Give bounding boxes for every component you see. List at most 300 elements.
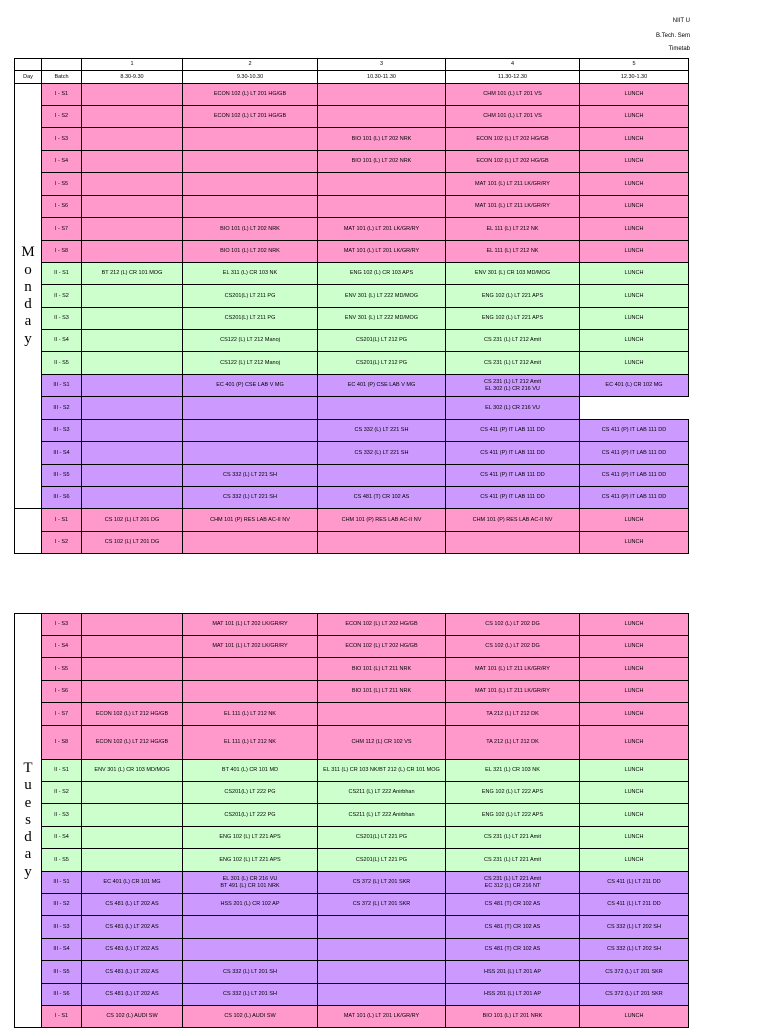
header-line-timetable: Timetab <box>668 46 690 52</box>
period-cell: CS 332 (L) LT 221 SH <box>318 442 446 465</box>
period-cell: CS 332 (L) LT 221 SH <box>318 420 446 442</box>
period-cell <box>82 782 183 804</box>
table-row <box>15 509 689 532</box>
period-cell: LUNCH <box>580 196 689 218</box>
period-cell <box>82 420 183 442</box>
period-cell <box>82 173 183 196</box>
batch-label: I - S4 <box>42 636 82 658</box>
period-cell: CS 332 (L) LT 202 SH <box>580 939 689 961</box>
batch-label: I - S2 <box>42 532 82 554</box>
period-cell <box>82 285 183 308</box>
period-cell: CS 332 (L) LT 201 SH <box>183 984 318 1006</box>
batch-label: II - S3 <box>42 804 82 827</box>
table-row <box>15 703 689 726</box>
period-cell: ENG 102 (L) LT 222 APS <box>446 782 580 804</box>
period-cell: EL 111 (L) LT 212 NK <box>446 218 580 241</box>
table-row <box>15 827 689 849</box>
table-row <box>15 84 689 106</box>
period-cell: EL 321 (L) CR 103 NK <box>446 760 580 782</box>
period-cell <box>318 106 446 128</box>
table-row <box>15 128 689 151</box>
batch-label: II - S2 <box>42 285 82 308</box>
period-cell: TA 212 (L) LT 212 DK <box>446 726 580 760</box>
period-cell: BIO 101 (L) LT 202 NRK <box>183 218 318 241</box>
period-cell: LUNCH <box>580 263 689 285</box>
table-row <box>15 218 689 241</box>
period-cell: CHM 112 (L) CR 102 VS <box>318 726 446 760</box>
period-cell <box>318 939 446 961</box>
period-cell: CS 231 (L) LT 212 Amit <box>446 352 580 375</box>
table-row <box>15 375 689 397</box>
period-cell <box>82 658 183 681</box>
batch-label: I - S8 <box>42 726 82 760</box>
period-cell: CS201(L) LT 211 PG <box>183 285 318 308</box>
period-cell: BIO 101 (L) LT 211 NRK <box>318 658 446 681</box>
period-cell <box>82 196 183 218</box>
period-number: 4 <box>446 59 580 71</box>
day-letter: n <box>24 278 32 295</box>
period-cell: CS 231 (L) LT 221 Amit EC 312 (L) CR 216 NT <box>446 872 580 894</box>
period-cell: CS122 (L) LT 212 Manoj <box>183 330 318 352</box>
period-cell: CS201(L) LT 221 PG <box>318 849 446 872</box>
period-cell: MAT 101 (L) LT 201 LK/GR/RY <box>318 218 446 241</box>
batch-label: III - S6 <box>42 984 82 1006</box>
period-cell <box>318 397 446 420</box>
column-header: Day <box>15 71 42 84</box>
period-cell: CS 332 (L) LT 221 SH <box>183 487 318 509</box>
period-cell <box>82 106 183 128</box>
period-cell: CS 102 (L) LT 201 DG <box>82 532 183 554</box>
batch-label: II - S2 <box>42 782 82 804</box>
period-cell: CHM 101 (L) LT 201 VS <box>446 84 580 106</box>
period-cell: EC 401 (P) CSE LAB V MG <box>318 375 446 397</box>
period-number <box>42 59 82 71</box>
period-cell: MAT 101 (L) LT 211 LK/GR/RY <box>446 173 580 196</box>
period-cell <box>82 487 183 509</box>
table-row <box>15 330 689 352</box>
table-row <box>15 285 689 308</box>
period-cell <box>183 939 318 961</box>
period-cell <box>82 397 183 420</box>
period-cell: CHM 101 (P) RES LAB AC-II NV <box>318 509 446 532</box>
table-row <box>15 352 689 375</box>
period-cell <box>183 196 318 218</box>
day-letter: y <box>24 863 32 880</box>
batch-label: I - S4 <box>42 151 82 173</box>
period-cell <box>82 849 183 872</box>
batch-label: I - S1 <box>42 509 82 532</box>
period-cell: CS201(L) LT 222 PG <box>183 804 318 827</box>
period-cell: ECON 102 (L) LT 202 HG/GB <box>446 151 580 173</box>
period-cell: LUNCH <box>580 703 689 726</box>
period-cell <box>318 196 446 218</box>
batch-label: III - S3 <box>42 420 82 442</box>
period-cell: LUNCH <box>580 128 689 151</box>
period-cell <box>82 151 183 173</box>
period-cell: LUNCH <box>580 151 689 173</box>
timetable-monday <box>14 58 689 554</box>
day-label-blank <box>15 509 42 554</box>
period-cell: LUNCH <box>580 308 689 330</box>
period-cell: CS 231 (L) LT 212 Amit <box>446 330 580 352</box>
period-cell: CS 411 (P) IT LAB 111 DD <box>580 442 689 465</box>
batch-label: I - S3 <box>42 614 82 636</box>
period-cell: LUNCH <box>580 330 689 352</box>
period-cell <box>580 397 689 420</box>
table-row <box>15 782 689 804</box>
period-cell <box>183 397 318 420</box>
period-cell: LUNCH <box>580 636 689 658</box>
column-header: 9.30-10.30 <box>183 71 318 84</box>
column-header-row <box>15 71 689 84</box>
period-cell <box>183 532 318 554</box>
table-row <box>15 961 689 984</box>
batch-label: I - S7 <box>42 703 82 726</box>
table-row <box>15 442 689 465</box>
period-cell <box>82 241 183 263</box>
period-cell: CHM 101 (P) RES LAB AC-II NV <box>446 509 580 532</box>
period-cell <box>318 173 446 196</box>
batch-label: III - S4 <box>42 442 82 465</box>
table-row <box>15 894 689 916</box>
period-cell: BIO 101 (L) LT 201 NRK <box>446 1006 580 1028</box>
batch-label: I - S6 <box>42 196 82 218</box>
table-row <box>15 173 689 196</box>
period-cell: HSS 201 (L) CR 102 AP <box>183 894 318 916</box>
batch-label: I - S1 <box>42 1006 82 1028</box>
period-cell: MAT 101 (L) LT 201 LK/GR/RY <box>318 1006 446 1028</box>
period-cell: CS 411 (L) LT 211 DD <box>580 872 689 894</box>
period-cell <box>82 330 183 352</box>
day-letter: a <box>24 846 32 863</box>
batch-label: III - S1 <box>42 872 82 894</box>
table-row <box>15 658 689 681</box>
period-cell: ECON 102 (L) LT 202 HG/GB <box>318 614 446 636</box>
table-row <box>15 308 689 330</box>
period-cell: CS 411 (P) IT LAB 111 DD <box>446 420 580 442</box>
period-cell: ENG 102 (L) LT 221 APS <box>183 849 318 872</box>
period-cell: CS 102 (L) LT 201 DG <box>82 509 183 532</box>
table-row <box>15 726 689 760</box>
period-cell: ENV 301 (L) CR 103 MD/MOG <box>82 760 183 782</box>
period-cell: EL 111 (L) LT 212 NK <box>183 726 318 760</box>
day-label-monday <box>15 84 42 509</box>
page-gap <box>0 558 768 612</box>
table-row <box>15 106 689 128</box>
table-row <box>15 916 689 939</box>
batch-label: III - S1 <box>42 375 82 397</box>
period-cell: LUNCH <box>580 681 689 703</box>
period-cell: TA 212 (L) LT 212 DK <box>446 703 580 726</box>
table-row <box>15 939 689 961</box>
table-row <box>15 241 689 263</box>
timetable-tuesday <box>14 613 689 1028</box>
day-letter: y <box>24 330 32 347</box>
header-line-program: B.Tech. Sem <box>655 33 690 39</box>
period-cell: LUNCH <box>580 509 689 532</box>
period-cell: ECON 102 (L) LT 202 HG/GB <box>446 128 580 151</box>
table-row <box>15 196 689 218</box>
period-cell: BT 401 (L) CR 101 MD <box>183 760 318 782</box>
day-letter: o <box>24 261 32 278</box>
period-cell: CS 102 (L) LT 202 DG <box>446 614 580 636</box>
period-cell: ENG 102 (L) LT 221 APS <box>446 308 580 330</box>
period-cell: MAT 101 (L) LT 202 LK/GR/RY <box>183 614 318 636</box>
table-row <box>15 872 689 894</box>
period-cell: BT 212 (L) CR 101 MOG <box>82 263 183 285</box>
period-number: 5 <box>580 59 689 71</box>
period-cell: CS 411 (L) LT 211 DD <box>580 894 689 916</box>
period-cell: LUNCH <box>580 782 689 804</box>
period-cell <box>82 442 183 465</box>
period-cell: CHM 101 (P) RES LAB AC-II NV <box>183 509 318 532</box>
period-cell: CS 411 (P) IT LAB 111 DD <box>446 442 580 465</box>
table-row <box>15 681 689 703</box>
day-letter: d <box>24 829 32 846</box>
period-cell: CS 411 (P) IT LAB 111 DD <box>446 487 580 509</box>
period-cell: BIO 101 (L) LT 202 NRK <box>318 128 446 151</box>
period-cell: MAT 101 (L) LT 211 LK/GR/RY <box>446 196 580 218</box>
period-cell: LUNCH <box>580 726 689 760</box>
column-header: 11.30-12.30 <box>446 71 580 84</box>
period-cell: HSS 201 (L) LT 201 AP <box>446 984 580 1006</box>
period-cell: LUNCH <box>580 106 689 128</box>
period-cell: CS 411 (P) IT LAB 111 DD <box>446 465 580 487</box>
period-cell: ENV 301 (L) CR 103 MD/MOG <box>446 263 580 285</box>
batch-label: I - S3 <box>42 128 82 151</box>
period-cell: CS 332 (L) LT 221 SH <box>183 465 318 487</box>
period-cell <box>183 681 318 703</box>
period-cell <box>82 465 183 487</box>
header-line-institution: NIIT U <box>672 18 690 24</box>
period-cell: ENG 102 (L) CR 103 APS <box>318 263 446 285</box>
period-cell: MAT 101 (L) LT 211 LK/GR/RY <box>446 658 580 681</box>
period-cell: ENG 102 (L) LT 221 APS <box>183 827 318 849</box>
period-cell: CS 231 (L) LT 221 Amit <box>446 827 580 849</box>
period-cell: CS 372 (L) LT 201 SKR <box>318 894 446 916</box>
table-row <box>15 532 689 554</box>
period-cell: MAT 101 (L) LT 202 LK/GR/RY <box>183 636 318 658</box>
period-cell: CS 481 (T) CR 102 AS <box>446 894 580 916</box>
period-cell: CS201(L) LT 221 PG <box>318 827 446 849</box>
table-row <box>15 487 689 509</box>
day-letter: d <box>24 296 32 312</box>
period-cell: ENG 102 (L) LT 222 APS <box>446 804 580 827</box>
period-cell: CS 332 (L) LT 201 SH <box>183 961 318 984</box>
period-cell: LUNCH <box>580 760 689 782</box>
period-cell: CS 481 (L) LT 202 AS <box>82 984 183 1006</box>
period-cell <box>82 827 183 849</box>
period-cell: LUNCH <box>580 532 689 554</box>
table-row <box>15 760 689 782</box>
table-row <box>15 397 689 420</box>
period-cell: EL 311 (L) CR 103 NK <box>183 263 318 285</box>
batch-label: III - S5 <box>42 465 82 487</box>
day-letter: e <box>24 794 32 811</box>
period-cell: LUNCH <box>580 804 689 827</box>
period-cell: MAT 101 (L) LT 211 LK/GR/RY <box>446 681 580 703</box>
batch-label: I - S7 <box>42 218 82 241</box>
period-cell: MAT 101 (L) LT 201 LK/GR/RY <box>318 241 446 263</box>
period-cell: CS 102 (L) AUDI SW <box>82 1006 183 1028</box>
batch-label: II - S3 <box>42 308 82 330</box>
period-cell: CHM 101 (L) LT 201 VS <box>446 106 580 128</box>
batch-label: II - S4 <box>42 827 82 849</box>
period-cell: CS201(L) LT 211 PG <box>183 308 318 330</box>
period-cell: CS 231 (L) LT 212 Amit EL 302 (L) CR 216 VU <box>446 375 580 397</box>
period-cell: CS 411 (P) IT LAB 111 DD <box>580 420 689 442</box>
batch-label: II - S5 <box>42 352 82 375</box>
period-cell: CS 481 (L) LT 202 AS <box>82 916 183 939</box>
period-cell <box>82 681 183 703</box>
period-number: 1 <box>82 59 183 71</box>
batch-label: II - S5 <box>42 849 82 872</box>
period-cell: CS 411 (P) IT LAB 111 DD <box>580 465 689 487</box>
batch-label: I - S2 <box>42 106 82 128</box>
period-cell: BIO 101 (L) LT 211 NRK <box>318 681 446 703</box>
batch-label: I - S5 <box>42 173 82 196</box>
period-cell <box>446 532 580 554</box>
day-label-tuesday <box>15 614 42 1028</box>
period-cell <box>183 658 318 681</box>
period-cell: LUNCH <box>580 849 689 872</box>
period-cell: CS 481 (L) LT 202 AS <box>82 961 183 984</box>
period-cell: LUNCH <box>580 241 689 263</box>
column-header: 12.30-1.30 <box>580 71 689 84</box>
period-cell: CS 231 (L) LT 221 Amit <box>446 849 580 872</box>
period-cell: CS 372 (L) LT 201 SKR <box>580 984 689 1006</box>
period-number-row <box>15 59 689 71</box>
period-cell <box>82 84 183 106</box>
period-cell <box>82 804 183 827</box>
period-cell: LUNCH <box>580 658 689 681</box>
period-cell: ECON 102 (L) LT 201 HG/GB <box>183 84 318 106</box>
column-header: 10.30-11.30 <box>318 71 446 84</box>
period-cell <box>82 308 183 330</box>
batch-label: III - S4 <box>42 939 82 961</box>
column-header: Batch <box>42 71 82 84</box>
day-letter: u <box>24 777 32 794</box>
period-cell: EL 301 (L) CR 216 VU BT 491 (L) CR 101 NRK <box>183 872 318 894</box>
batch-label: III - S2 <box>42 397 82 420</box>
period-cell <box>183 173 318 196</box>
period-cell: CS 372 (L) LT 201 SKR <box>318 872 446 894</box>
period-cell: LUNCH <box>580 218 689 241</box>
period-cell <box>82 128 183 151</box>
period-cell <box>183 442 318 465</box>
batch-label: III - S6 <box>42 487 82 509</box>
table-row <box>15 849 689 872</box>
period-cell: LUNCH <box>580 614 689 636</box>
period-cell <box>82 636 183 658</box>
period-cell: EL 311 (L) CR 103 NK/BT 212 (L) CR 101 MOG <box>318 760 446 782</box>
table-row <box>15 151 689 173</box>
period-cell <box>318 532 446 554</box>
period-cell: CS201(L) LT 212 PG <box>318 330 446 352</box>
period-cell: CS 332 (L) LT 202 SH <box>580 916 689 939</box>
period-cell: LUNCH <box>580 285 689 308</box>
period-cell: CS 481 (T) CR 102 AS <box>318 487 446 509</box>
day-letter: T <box>23 760 33 777</box>
day-letter: M <box>21 244 35 261</box>
period-cell: ENV 301 (L) LT 222 MD/MOG <box>318 308 446 330</box>
period-cell: EC 401 (P) CSE LAB V MG <box>183 375 318 397</box>
period-cell: CS122 (L) LT 212 Manoj <box>183 352 318 375</box>
day-letter: a <box>24 313 32 330</box>
batch-label: I - S6 <box>42 681 82 703</box>
period-cell: CS211 (L) LT 222 Anirbhan <box>318 804 446 827</box>
period-cell: CS 372 (L) LT 201 SKR <box>580 961 689 984</box>
period-cell <box>318 703 446 726</box>
period-cell <box>318 465 446 487</box>
period-cell: ENV 301 (L) LT 222 MD/MOG <box>318 285 446 308</box>
period-cell: EL 302 (L) CR 216 VU <box>446 397 580 420</box>
table-row <box>15 420 689 442</box>
period-cell: EC 401 (L) CR 101 MG <box>82 872 183 894</box>
period-cell <box>318 84 446 106</box>
period-cell: CS 481 (T) CR 102 AS <box>446 916 580 939</box>
period-cell: LUNCH <box>580 173 689 196</box>
period-cell: CS 102 (L) LT 202 DG <box>446 636 580 658</box>
period-cell <box>183 420 318 442</box>
period-cell: CS211 (L) LT 222 Anirbhan <box>318 782 446 804</box>
batch-label: I - S5 <box>42 658 82 681</box>
period-cell <box>82 218 183 241</box>
period-cell <box>183 128 318 151</box>
table-row <box>15 636 689 658</box>
batch-label: I - S1 <box>42 84 82 106</box>
day-letter: s <box>25 811 31 828</box>
period-cell: EC 401 (L) CR 102 MG <box>580 375 689 397</box>
period-cell: CS 102 (L) AUDI SW <box>183 1006 318 1028</box>
period-cell: CS 481 (L) LT 202 AS <box>82 939 183 961</box>
period-cell <box>82 375 183 397</box>
period-cell: LUNCH <box>580 84 689 106</box>
period-cell: LUNCH <box>580 827 689 849</box>
batch-label: II - S1 <box>42 263 82 285</box>
batch-label: II - S4 <box>42 330 82 352</box>
period-cell: BIO 101 (L) LT 202 NRK <box>183 241 318 263</box>
column-header: 8.30-9.30 <box>82 71 183 84</box>
period-cell <box>82 352 183 375</box>
table-row <box>15 1006 689 1028</box>
period-cell: EL 111 (L) LT 212 NK <box>183 703 318 726</box>
batch-label: I - S8 <box>42 241 82 263</box>
table-row <box>15 804 689 827</box>
batch-label: II - S1 <box>42 760 82 782</box>
table-row <box>15 465 689 487</box>
period-cell: ECON 102 (L) LT 212 HG/GB <box>82 726 183 760</box>
table-row <box>15 263 689 285</box>
period-cell: ECON 102 (L) LT 201 HG/GB <box>183 106 318 128</box>
period-cell: HSS 201 (L) LT 201 AP <box>446 961 580 984</box>
period-cell <box>82 614 183 636</box>
period-cell: LUNCH <box>580 352 689 375</box>
period-cell: LUNCH <box>580 1006 689 1028</box>
period-cell: CS201(L) LT 212 PG <box>318 352 446 375</box>
batch-label: III - S3 <box>42 916 82 939</box>
period-cell: CS 411 (P) IT LAB 111 DD <box>580 487 689 509</box>
period-number <box>15 59 42 71</box>
period-cell <box>318 961 446 984</box>
period-cell: BIO 101 (L) LT 202 NRK <box>318 151 446 173</box>
table-row <box>15 984 689 1006</box>
period-cell <box>318 984 446 1006</box>
period-cell: ECON 102 (L) LT 212 HG/GB <box>82 703 183 726</box>
period-number: 2 <box>183 59 318 71</box>
period-cell: ENG 102 (L) LT 221 APS <box>446 285 580 308</box>
period-cell: EL 111 (L) LT 212 NK <box>446 241 580 263</box>
